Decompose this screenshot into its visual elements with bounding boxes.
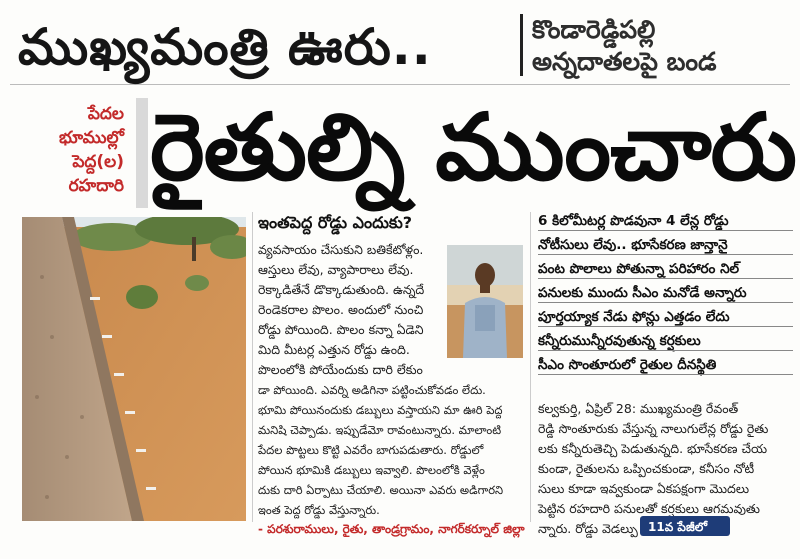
body-line: కుండా, రైతులను ఒప్పించకుండా, కనీసం నోటీ [538,461,755,476]
body-line: పెట్టిన రహదారి పనులతో కర్షకులు ఆగమవుతు [538,501,760,516]
side-deck-bar [136,98,148,208]
quote-line: రెండెకరాల పొలం. అందులో నుంచి [258,302,424,317]
quote-line: పేదల పొట్టలు కొట్టి ఎవరేం బాగుపడుతారు. రోడ్డులో [258,443,484,457]
body-line: సులు కూడా ఇవ్వకుండా ఏకపక్షంగా మొదలు [538,481,750,496]
main-headline: రైతుల్ని ముంచారు [150,94,796,201]
side-deck-line: భూముల్లో [59,128,124,148]
side-deck-line: రహదారి [68,176,124,196]
quote-heading: ఇంతపెద్ద రోడ్డు ఎందుకు? [258,213,413,232]
body-line: లకు కన్నీరుతెచ్చి పెడుతున్నది. భూసేకరణ చేయ [538,441,768,456]
quote-line: పొలంలోకి పోయేందుకు దారి లేకుం [258,362,423,377]
roadside-embankment-photo [22,217,246,521]
side-deck-line: పెద్ద(ల) [72,152,124,172]
farmer-portrait-photo [447,245,523,358]
quote-line: పోయిన భూమికి డబ్బులు ఇవ్వాలి. పొలంలోకి వెళ్లేం [258,463,485,477]
quote-line: రోడ్డు పోయింది. పొలం కన్నా ఏడెని [258,322,424,337]
highlight-line: 6 కిలోమీటర్ల పొడవునా 4 లేన్ల రోడ్డు [538,210,793,231]
quote-line: డా పోయింది. ఎవర్ని అడిగినా పట్టించుకోవడం లేదు. [258,383,486,397]
side-deck-line: పేదల [87,104,124,124]
quote-line: దుకు దారి ఏర్పాటు చేయాలి. అయినా ఎవరు అడిగారని [258,483,504,497]
quote-line: మిది మీటర్ల ఎత్తున రోడ్డు ఉంది. [258,342,410,357]
kicker-headline: ముఖ్యమంత్రి ఊరు.. [18,18,432,76]
highlight-line: కన్నీరుమున్నీరవుతున్న కర్షకులు [538,330,793,351]
highlight-line: నోటీసులు లేవు.. భూసేకరణ జాన్తానై [538,234,793,255]
quote-line: భూమి పోయినందుకు డబ్బులు వస్తాయని మా ఊరి పెద్ద [258,403,503,417]
quote-line: ఆస్తులు లేవు, వ్యాపారాలు లేవు. [258,262,414,277]
side-deck [12,102,124,198]
sub-headline-line-1: కొండారెడ్డిపల్లి [532,15,656,44]
quote-line: ఇంత పెద్ద రోడ్డు వేస్తున్నారు. [258,503,380,517]
top-divider [10,84,790,85]
kicker-divider [520,14,523,76]
continued-on-page-badge[interactable] [640,516,730,536]
highlight-line: సీఎం సొంతూరులో రైతుల దీనస్థితి [538,354,793,375]
highlight-line: పంట పొలాలు పోతున్నా పరిహారం నిల్ [538,258,793,279]
sub-headline-line-2: అన్నదాతలపై బండ [532,47,717,76]
body-line: రెడ్డి సొంతూరుకు వేస్తున్న నాలుగులేన్ల రోడ్డు రైతు [538,421,769,436]
column-divider [530,212,531,522]
body-line: న్నారు. రోడ్డు వెడల్పు [538,521,638,536]
quote-line: రెక్కాడితేనే డొక్కాడుతుంది. ఉన్నదే [258,282,425,297]
quote-line: మనిషి చెప్పాడు. ఇప్పుడేమో రావంటున్నారు. మాలాంటి [258,423,502,437]
body-line: కల్వకుర్తి, ఏప్రిల్ 28: ముఖ్యమంత్రి రేవంత్ [538,401,739,416]
quote-credit: - పరశురాములు, రైతు, తాండ్రగ్రామం, నాగర్‌కర్నూల్ జిల్లా [258,522,525,536]
quote-line: వ్యవసాయం చేసుకుని బతికేటోళ్లం. [258,242,424,257]
highlight-line: పూర్తయ్యాక నేడు ఫోన్లు ఎత్తడం లేదు [538,306,793,327]
continued-label: 11వ పేజీలో [648,520,708,534]
column-divider [252,212,253,522]
highlight-line: పనులకు ముందు సీఎం మనోడే అన్నారు [538,282,793,303]
